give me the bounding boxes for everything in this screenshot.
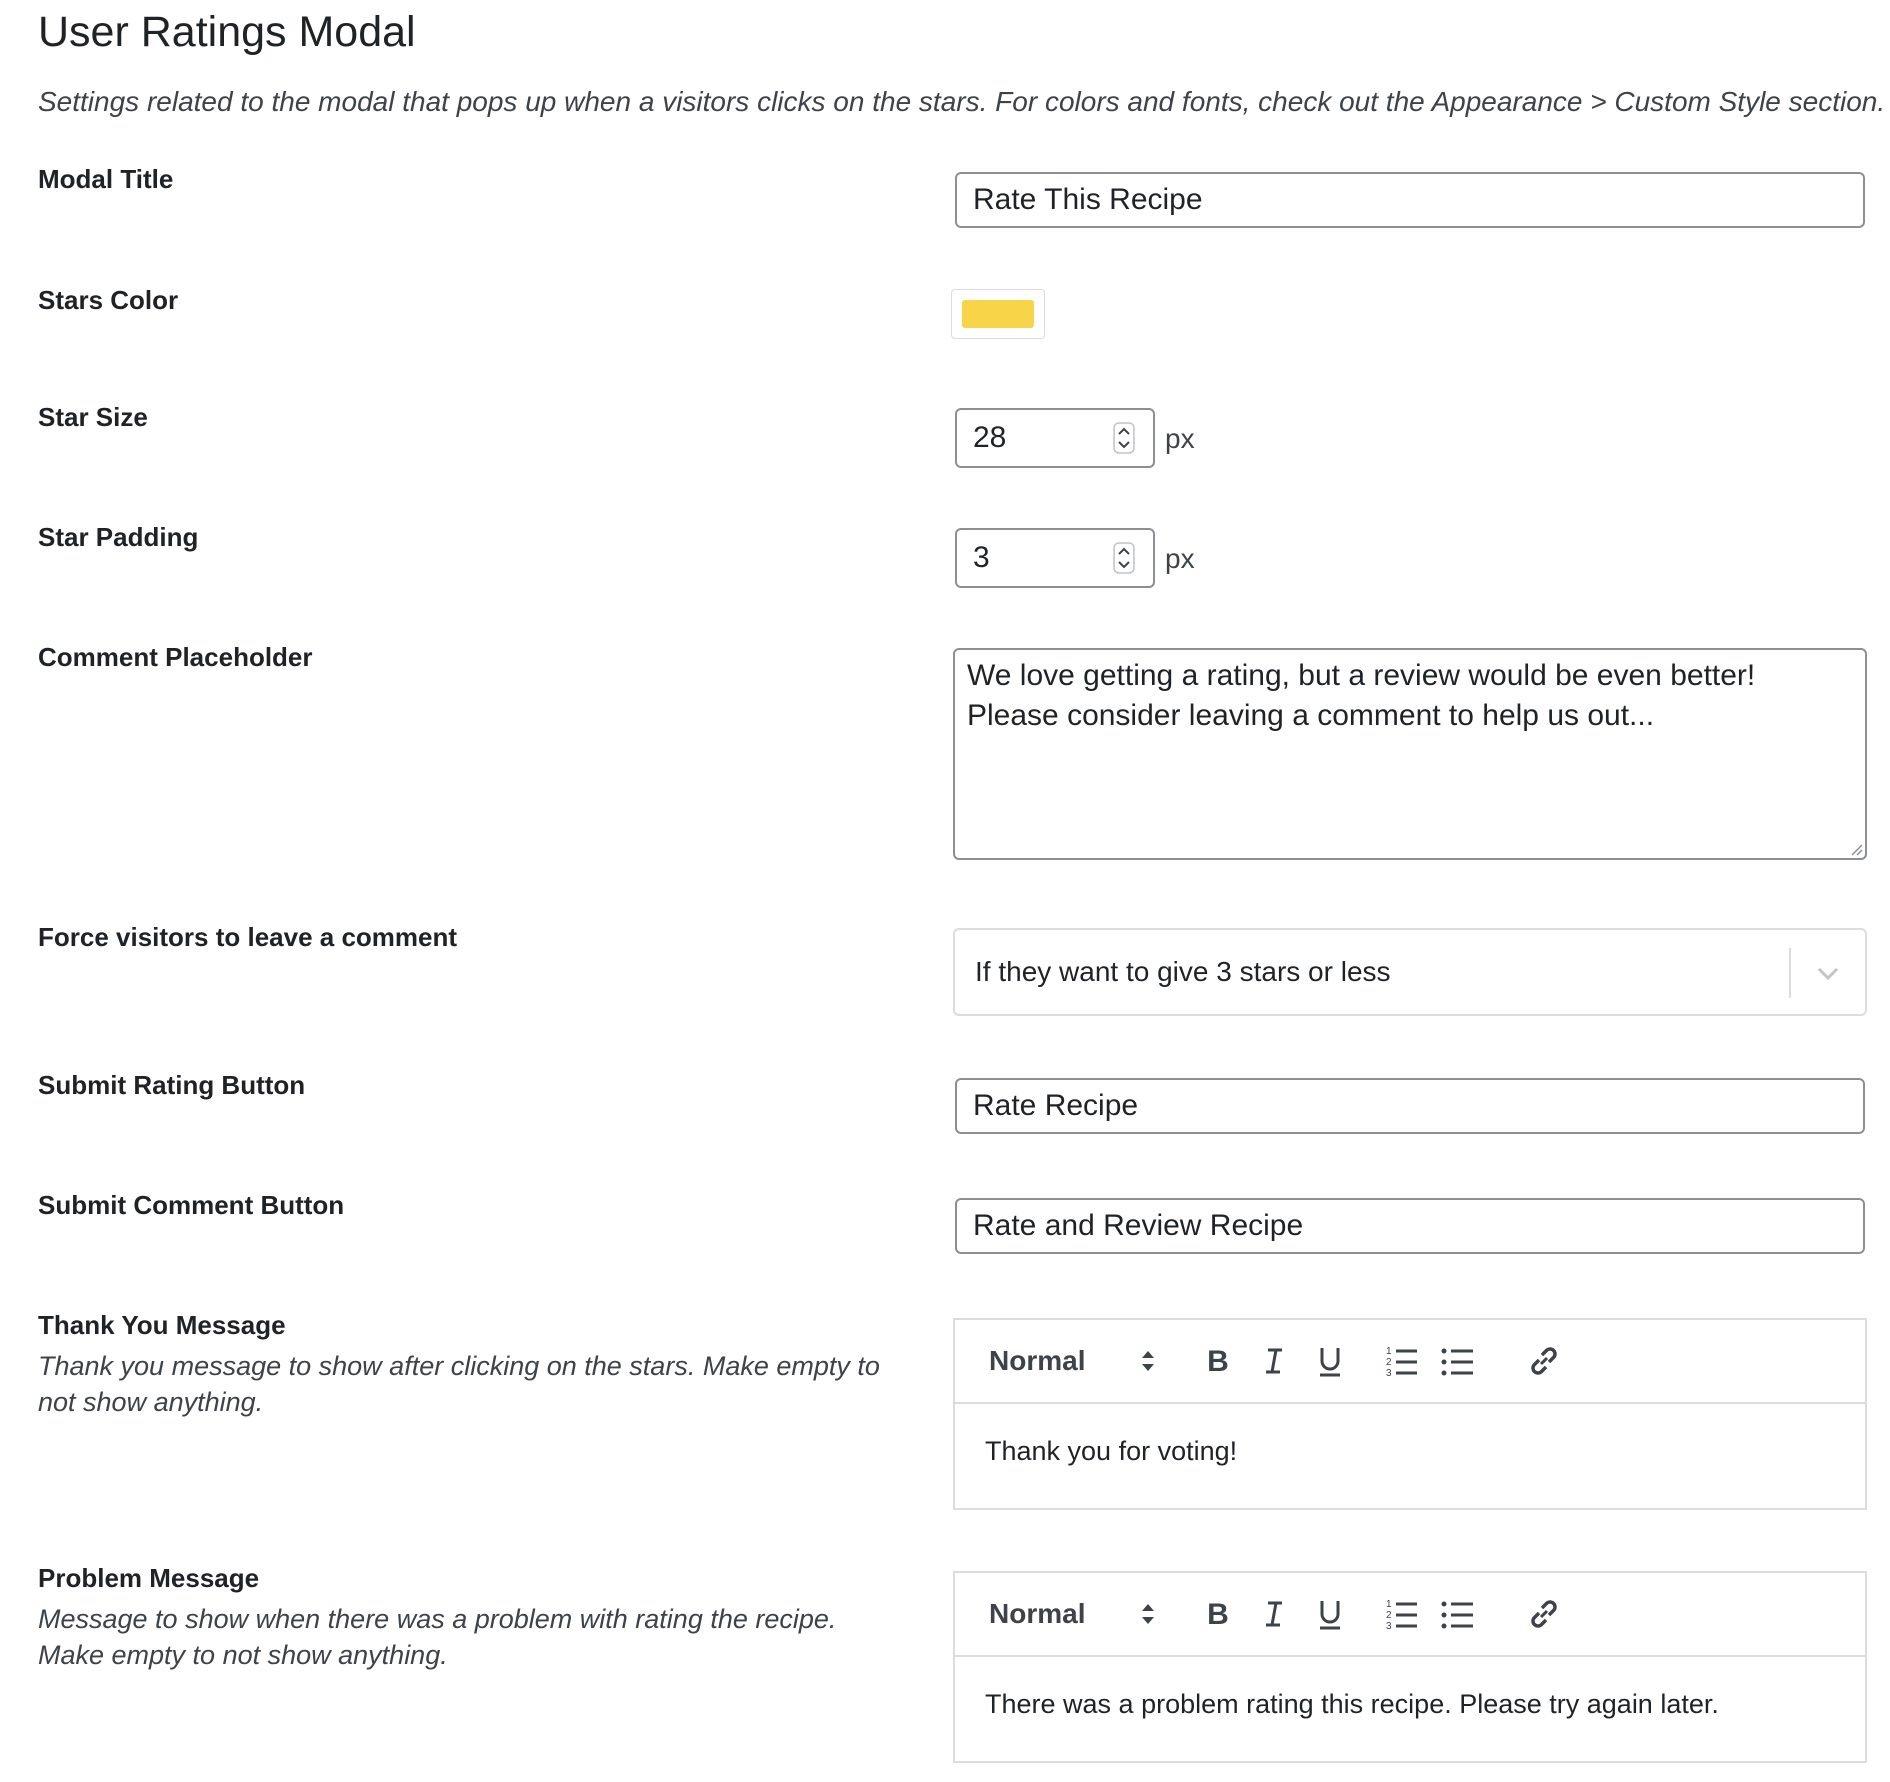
submit-comment-input[interactable]: Rate and Review Recipe xyxy=(955,1198,1865,1254)
svg-text:2: 2 xyxy=(1386,1357,1392,1368)
bullet-list-icon[interactable] xyxy=(1439,1342,1477,1380)
thank-you-help: Thank you message to show after clicking on the stars. Make empty to not show anything. xyxy=(38,1351,880,1417)
spinner-icon[interactable] xyxy=(1113,542,1135,574)
thank-you-editor[interactable] xyxy=(953,1318,1867,1510)
chevron-down-icon[interactable] xyxy=(1813,958,1843,988)
thank-you-label: Thank You Message xyxy=(38,1310,286,1340)
format-select[interactable]: Normal xyxy=(989,1598,1086,1629)
star-size-value: 28 xyxy=(973,421,1007,454)
force-comment-label: Force visitors to leave a comment xyxy=(38,922,458,952)
stars-color-swatch xyxy=(962,300,1034,328)
stars-color-label: Stars Color xyxy=(38,285,179,315)
svg-text:1: 1 xyxy=(1386,1346,1392,1357)
problem-label: Problem Message xyxy=(38,1563,260,1593)
section-description: Settings related to the modal that pops up when a visitors clicks on the stars. For colors and fonts, check out the Appearance > Custom Style section. xyxy=(38,86,1886,117)
italic-icon[interactable] xyxy=(1255,1342,1293,1380)
submit-rating-input[interactable]: Rate Recipe xyxy=(955,1078,1865,1134)
link-icon[interactable] xyxy=(1525,1342,1563,1380)
submit-rating-label: Submit Rating Button xyxy=(38,1070,306,1100)
svg-text:3: 3 xyxy=(1386,1621,1392,1632)
comment-placeholder-label: Comment Placeholder xyxy=(38,642,313,672)
problem-help: Message to show when there was a problem with rating the recipe. Make empty to not show anything. xyxy=(38,1604,837,1670)
star-size-unit: px xyxy=(1165,423,1195,454)
svg-text:B: B xyxy=(1207,1598,1229,1631)
ordered-list-icon[interactable] xyxy=(1383,1342,1421,1380)
star-padding-input[interactable] xyxy=(955,528,1155,588)
link-icon[interactable] xyxy=(1525,1595,1563,1633)
svg-text:B: B xyxy=(1207,1345,1229,1378)
format-arrows-icon[interactable] xyxy=(1139,1348,1157,1374)
svg-text:2: 2 xyxy=(1386,1610,1392,1621)
select-divider xyxy=(1789,948,1791,998)
star-padding-label: Star Padding xyxy=(38,522,199,552)
star-size-input[interactable] xyxy=(955,408,1155,468)
bullet-list-icon[interactable] xyxy=(1439,1595,1477,1633)
underline-icon[interactable] xyxy=(1311,1595,1349,1633)
thank-you-content[interactable]: Thank you for voting! xyxy=(985,1436,1238,1466)
resize-grip-icon[interactable] xyxy=(1847,840,1863,856)
force-comment-selected: If they want to give 3 stars or less xyxy=(975,956,1391,987)
star-padding-unit: px xyxy=(1165,543,1195,574)
svg-text:3: 3 xyxy=(1386,1368,1392,1379)
editor-toolbar xyxy=(955,1573,1865,1657)
modal-title-input[interactable]: Rate This Recipe xyxy=(955,172,1865,228)
bold-icon[interactable] xyxy=(1199,1342,1237,1380)
spinner-icon[interactable] xyxy=(1113,422,1135,454)
format-arrows-icon[interactable] xyxy=(1139,1601,1157,1627)
svg-text:1: 1 xyxy=(1386,1599,1392,1610)
problem-content[interactable]: There was a problem rating this recipe. Please try again later. xyxy=(985,1689,1719,1719)
comment-placeholder-value: We love getting a rating, but a review would be even better! Please consider leaving a comment to help us out... xyxy=(967,659,1756,732)
submit-comment-label: Submit Comment Button xyxy=(38,1190,345,1220)
underline-icon[interactable] xyxy=(1311,1342,1349,1380)
bold-icon[interactable] xyxy=(1199,1595,1237,1633)
star-padding-value: 3 xyxy=(973,541,990,574)
italic-icon[interactable] xyxy=(1255,1595,1293,1633)
page-title: User Ratings Modal xyxy=(38,8,416,56)
problem-editor[interactable] xyxy=(953,1571,1867,1763)
force-comment-select[interactable] xyxy=(953,928,1867,1016)
modal-title-label: Modal Title xyxy=(38,164,174,194)
star-size-label: Star Size xyxy=(38,402,148,432)
comment-placeholder-textarea[interactable] xyxy=(953,648,1867,860)
ordered-list-icon[interactable] xyxy=(1383,1595,1421,1633)
stars-color-picker[interactable] xyxy=(951,289,1045,339)
format-select[interactable]: Normal xyxy=(989,1345,1086,1376)
editor-toolbar xyxy=(955,1320,1865,1404)
